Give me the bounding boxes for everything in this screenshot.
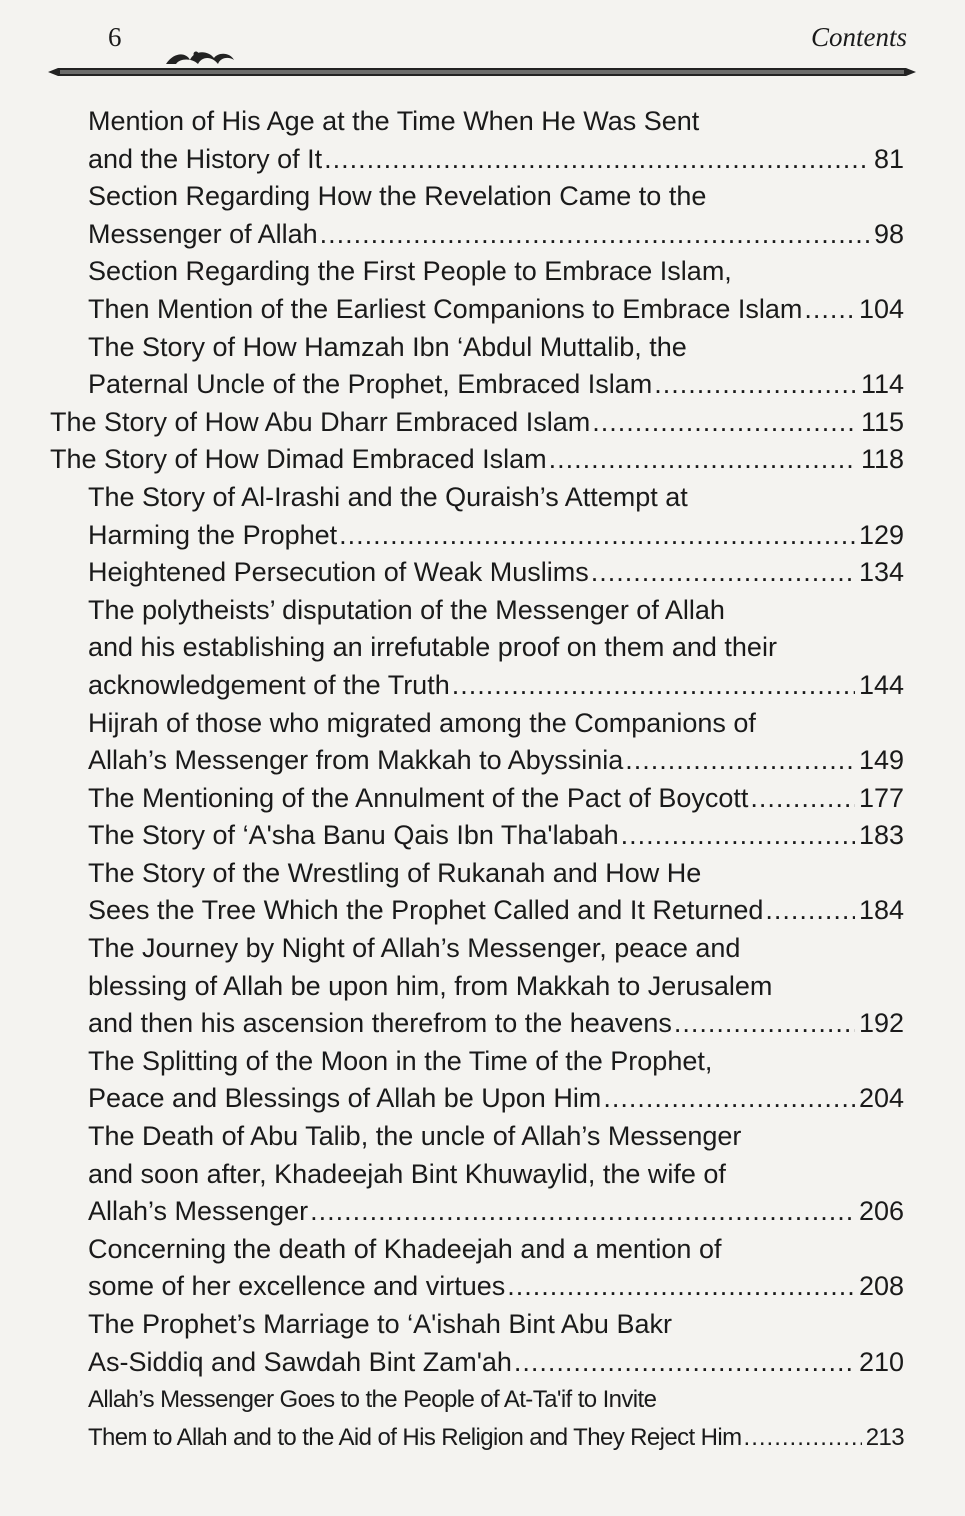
toc-entry-line: Mention of His Age at the Time When He Was Sent [88, 106, 700, 136]
toc-entry [0, 329, 965, 404]
toc-entry-line: Section Regarding How the Revelation Came to the [88, 181, 707, 212]
toc-page-number: 81 [873, 143, 904, 174]
toc-page-number: 204 [858, 1083, 904, 1114]
toc-entry-title: and then his ascension therefrom to the heavens [88, 1008, 672, 1039]
toc-page-number: 115 [860, 406, 904, 437]
toc-entry [0, 1043, 965, 1118]
toc-entry-title: Paternal Uncle of the Prophet, Embraced Islam [88, 369, 653, 400]
toc-entry-title: and the History of It [88, 143, 323, 174]
dot-leader [621, 817, 855, 855]
table-of-contents [0, 103, 965, 1456]
toc-entry-line [88, 1080, 904, 1118]
dot-leader [452, 667, 855, 705]
toc-entry [0, 930, 965, 1043]
toc-entry [0, 1306, 965, 1381]
toc-entry-line [88, 366, 904, 404]
dot-leader [514, 1344, 855, 1382]
toc-entry [0, 554, 965, 592]
toc-entry [0, 253, 965, 328]
toc-page-number: 206 [858, 1196, 904, 1227]
toc-entry [0, 705, 965, 780]
toc-entry-line: Allah’s Messenger Goes to the People of At-Ta'if to Invite [88, 1386, 657, 1414]
toc-entry-line [88, 1268, 904, 1306]
toc-entry [0, 479, 965, 554]
toc-entry-line: The Story of the Wrestling of Rukanah and How He [88, 857, 702, 888]
toc-entry-line [88, 141, 904, 179]
toc-entry-line [50, 441, 904, 479]
page-number: 6 [108, 22, 122, 52]
toc-entry-line [88, 1193, 904, 1231]
toc-entry-title: The Mentioning of the Annulment of the Pact of Boycott [88, 782, 749, 813]
toc-entry-title: Sees the Tree Which the Prophet Called and It Returned [88, 895, 764, 926]
toc-page-number: 144 [858, 669, 904, 700]
dot-leader [804, 291, 855, 329]
toc-entry-title: The Story of ‘A'sha Banu Qais Ibn Tha'labah [88, 820, 619, 851]
ornamental-rule [48, 46, 918, 80]
toc-page-number: 192 [858, 1008, 904, 1039]
toc-entry-title: As-Siddiq and Sawdah Bint Zam'ah [88, 1346, 512, 1377]
toc-entry-title: Then Mention of the Earliest Companions to Embrace Islam [88, 293, 803, 324]
toc-page-number: 104 [858, 293, 904, 324]
toc-entry-line [88, 216, 904, 254]
toc-page-number: 210 [858, 1346, 904, 1377]
dot-leader [765, 892, 855, 930]
toc-entry-line: The Death of Abu Talib, the uncle of Allah’s Messenger [88, 1121, 742, 1152]
toc-entry-title: some of her excellence and virtues [88, 1271, 506, 1302]
dot-leader [750, 780, 855, 818]
toc-page-number: 149 [858, 745, 904, 776]
toc-entry-line [88, 291, 904, 329]
toc-entry-title: acknowledgement of the Truth [88, 669, 450, 700]
toc-entry [0, 103, 965, 178]
toc-entry-line [88, 1344, 904, 1382]
toc-entry-line: The Splitting of the Moon in the Time of the Prophet, [88, 1045, 713, 1076]
toc-entry-line [88, 892, 904, 930]
toc-page-number: 98 [873, 218, 904, 249]
toc-entry-line [88, 817, 904, 855]
toc-page-number: 184 [858, 895, 904, 926]
toc-entry [0, 817, 965, 855]
toc-entry-line: and his establishing an irrefutable proof on them and their [88, 632, 777, 663]
toc-entry [0, 1231, 965, 1306]
toc-entry-line: Concerning the death of Khadeejah and a mention of [88, 1233, 722, 1264]
dot-leader [310, 1193, 855, 1231]
toc-entry [0, 855, 965, 930]
toc-entry-title: Allah’s Messenger [88, 1196, 309, 1227]
toc-entry-title: The Story of How Dimad Embraced Islam [50, 444, 547, 475]
toc-entry [0, 1118, 965, 1231]
dot-leader [603, 1080, 855, 1118]
toc-entry-line [50, 404, 904, 442]
dot-leader [654, 366, 857, 404]
toc-entry [0, 780, 965, 818]
toc-page-number: 183 [858, 820, 904, 851]
toc-page-number: 114 [860, 369, 904, 400]
toc-entry-title: Them to Allah and to the Aid of His Religion and They Reject Him [88, 1423, 742, 1451]
toc-entry-line [88, 667, 904, 705]
toc-entry [0, 404, 965, 442]
toc-entry-line: The Story of How Hamzah Ibn ‘Abdul Muttalib, the [88, 331, 687, 362]
toc-page-number: 134 [858, 557, 904, 588]
toc-entry [0, 178, 965, 253]
toc-entry-title: Messenger of Allah [88, 218, 318, 249]
toc-entry-title: Harming the Prophet [88, 519, 338, 550]
toc-entry-line: Section Regarding the First People to Embrace Islam, [88, 256, 732, 287]
toc-entry-line [88, 742, 904, 780]
toc-page-number: 177 [858, 782, 904, 813]
toc-entry [0, 592, 965, 705]
toc-page-number: 129 [858, 519, 904, 550]
dot-leader [625, 742, 855, 780]
toc-entry-title: The Story of How Abu Dharr Embraced Islam [50, 406, 591, 437]
toc-entry-line [88, 1005, 904, 1043]
toc-entry-line: The Story of Al-Irashi and the Quraish’s Attempt at [88, 481, 688, 512]
dot-leader [674, 1005, 855, 1043]
dot-leader [324, 141, 870, 179]
toc-entry-line: and soon after, Khadeejah Bint Khuwaylid, the wife of [88, 1158, 726, 1189]
toc-entry-line: The Prophet’s Marriage to ‘A'ishah Bint Abu Bakr [88, 1309, 672, 1339]
toc-entry-title: Heightened Persecution of Weak Muslims [88, 557, 589, 588]
toc-entry [0, 441, 965, 479]
toc-entry-line: Hijrah of those who migrated among the Companions of [88, 707, 756, 738]
toc-entry-line [88, 1419, 904, 1457]
running-head: Contents [810, 22, 907, 52]
dot-leader [339, 517, 855, 555]
dot-leader [549, 441, 857, 479]
dot-leader [507, 1268, 855, 1306]
page-header [0, 0, 965, 90]
toc-entry-title: Allah’s Messenger from Makkah to Abyssinia [88, 745, 624, 776]
toc-page-number: 213 [865, 1423, 904, 1451]
toc-entry-line [88, 780, 904, 818]
dot-leader [592, 404, 857, 442]
toc-entry-line: The Journey by Night of Allah’s Messenger, peace and [88, 933, 741, 964]
toc-page-number: 208 [858, 1271, 904, 1302]
toc-entry-line [88, 554, 904, 592]
toc-entry-title: Peace and Blessings of Allah be Upon Him [88, 1083, 602, 1114]
toc-entry [0, 1381, 965, 1456]
toc-entry-line: blessing of Allah be upon him, from Makkah to Jerusalem [88, 970, 773, 1001]
toc-entry-line [88, 517, 904, 555]
dot-leader [591, 554, 855, 592]
toc-page-number: 118 [860, 444, 904, 475]
dot-leader [320, 216, 870, 254]
toc-entry-line: The polytheists’ disputation of the Messenger of Allah [88, 594, 725, 625]
dot-leader [744, 1419, 862, 1457]
